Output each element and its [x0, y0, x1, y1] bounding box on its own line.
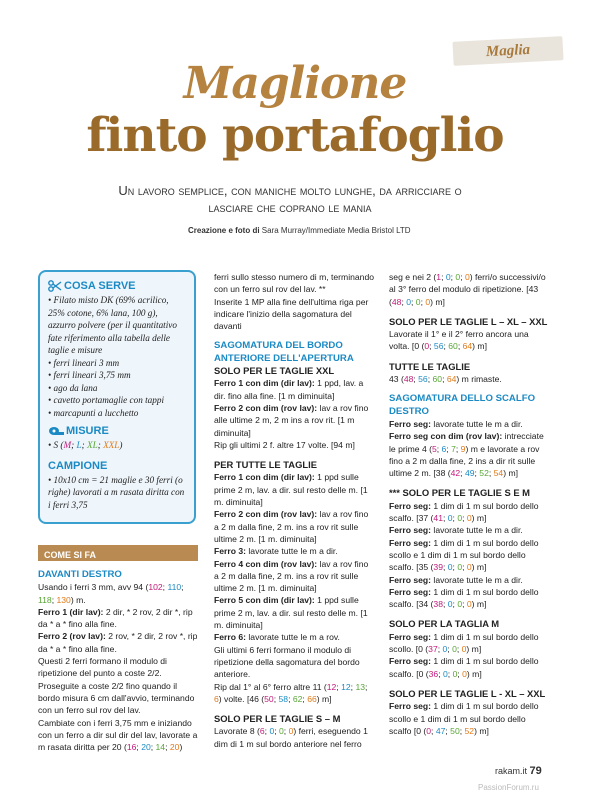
materials-list: • Filato misto DK (69% acrilico, 25% cotone, 6% lana, 100 g), azzurro polvere (per il quantitativo fate riferimento alla tabella delle taglie e misure • ferri lineari 3 mm • ferri lineari 3,75 mm • ago da lana • cavetto portamaglie con tappi • marcapunti a lucchetto: [48, 295, 177, 418]
title-line-1: Maglione: [183, 58, 407, 109]
misure-heading: MISURE: [48, 425, 186, 437]
heading-davanti-destro: DAVANTI DESTRO: [38, 569, 122, 580]
subtitle: Un lavoro semplice, con maniche molto lunghe, da arricciare o lasciare che coprano le mania: [118, 183, 462, 215]
column-3: seg e nei 2 (1; 0; 0; 0) ferri/o successivi/o al 3° ferro del modulo di ripetizione. [43 (48; 0; 0; 0) m] SOLO PER LE TAGLIE L – XL – XXL Lavorate il 1° e il 2° ferro ancora una volta. [0 (0; 56; 60; 64) m] TUTTE LE TAGLIE 43 (48; 56; 60; 64) m rimaste. SAGOMATURA DELLO SCALFO DESTRO Ferro seg: lavorate tutte le m a dir. Ferro seg con dim (rov lav): intrecciate le prime 4 (5; 6; 7; 9) m e lavorate a rov fino a 2 m dalla fine, 2 ins a dir rit sulle ultime 2 m. [38 (42; 49; 52; 54) m] *** SOLO PER LE TAGLIE S E M Ferro seg: 1 dim di 1 m sul bordo dello scalfo. [37 (41; 0; 0; 0) m] Ferro seg: lavorate tutte le m a dir. Ferro seg: 1 dim di 1 m sul bordo dello scollo e 1 dim di 1 m sul bordo dello scalfo. [35 (39; 0; 0; 0) m] Ferro seg: lavorate tutte le m a dir. Ferro seg: 1 dim di 1 m sul bordo dello scalfo. [34 (38; 0; 0; 0) m] SOLO PER LA TAGLIA M Ferro seg: 1 dim di 1 m sul bordo dello scollo. [0 (37; 0; 0; 0) m] Ferro seg: 1 dim di 1 m sul bordo dello scalfo. [0 (36; 0; 0; 0) m] SOLO PER LE TAGLIE L - XL – XXL Ferro seg: 1 dim di 1 m sul bordo dello scollo e 1 dim di 1 m sul bordo dello scalfo [0 (0; 47; 50; 52) m]: [389, 272, 548, 736]
materials-box: [38, 270, 196, 524]
cosa-serve-heading: COSA SERVE: [48, 280, 186, 292]
sizes-line: • S (M; L; XL; XXL): [48, 440, 123, 451]
come-si-fa-bar: COME SI FA: [38, 545, 198, 561]
title-line-2: finto portafoglio: [86, 108, 504, 163]
section-tab: Maglia: [452, 36, 563, 66]
campione-text: • 10x10 cm = 21 maglie e 30 ferri (o righe) lavorati a m rasata diritta con i ferri 3,75: [48, 474, 185, 510]
campione-heading: CAMPIONE: [48, 459, 108, 472]
page-footer: rakam.it 79: [495, 765, 542, 777]
tape-measure-icon: [48, 426, 64, 436]
watermark: PassionForum.ru: [478, 783, 539, 792]
column-1: DAVANTI DESTRO Usando i ferri 3 mm, avv 94 (102; 110; 118; 130) m. Ferro 1 (dir lav): 2 dir, * 2 rov, 2 dir *, rip da * a * fino alla fine. Ferro 2 (rov lav): 2 rov, * 2 dir, 2 rov *, rip da * a * fino alla fine. Questi 2 ferri formano il modulo di ripetizione del punto a coste 2/2. Proseguite a coste 2/2 fino quando il bordo misura 6 cm dall'avvio, terminando con un ferro sul rov del lav. Cambiate con i ferri 3,75 mm e iniziando con un ferro a dir sul dir del lav, lavorate a m rasata diritta per 20 (16; 20; 14; 20): [38, 569, 198, 753]
scissors-icon: [48, 280, 62, 292]
credit: Creazione e foto di Sara Murray/Immediate Media Bristol LTD: [188, 226, 411, 235]
column-2: ferri sullo stesso numero di m, terminando con un ferro sul rov del lav. ** Inserite 1 MP alla fine dell'ultima riga per indicare l'inizio della sagomatura del davanti SAGOMATURA DEL BORDO ANTERIORE DELL'APERTURA SOLO PER LE TAGLIE XXL Ferro 1 con dim (dir lav): 1 ppd, lav. a dir. fino alla fine. [1 m diminuita] Ferro 2 con dim (rov lav): lav a rov fino alle ultime 2 m, 2 m ins a rov rit. [1 m diminuita] Rip gli ultimi 2 f. altre 17 volte. [94 m] PER TUTTE LE TAGLIE Ferro 1 con dim (dir lav): 1 ppd sulle prime 2 m, lav. a dir. sul resto delle m. [1 m. diminuita] Ferro 2 con dim (rov lav): lav a rov fino a 2 m dalla fine, 2 m. ins a rov rit sulle ultime 2 m. [1 m. diminuita] Ferro 3: lavorate tutte le m a dir. Ferro 4 con dim (rov lav): lav a rov fino a 2 m dalla fine, 2 m. ins a rov rit sulle ultime 2 m. [1 m. diminuita] Ferro 5 con dim (dir lav): 1 ppd sulle prime 2 m, lav. a dir. sul resto delle m. [1 m. diminuita] Ferro 6: lavorate tutte le m a rov. Gli ultimi 6 ferri formano il modulo di ripetizione della sagomatura del bordo anteriore. Rip dal 1° al 6° ferro altre 11 (12; 12; 13; 6) volte. [46 (50; 58; 62; 66) m] SOLO PER LE TAGLIE S – M Lavorate 8 (6; 0; 0; 0) ferri, eseguendo 1 dim di 1 m sul bordo anteriore nel ferro: [214, 272, 375, 749]
